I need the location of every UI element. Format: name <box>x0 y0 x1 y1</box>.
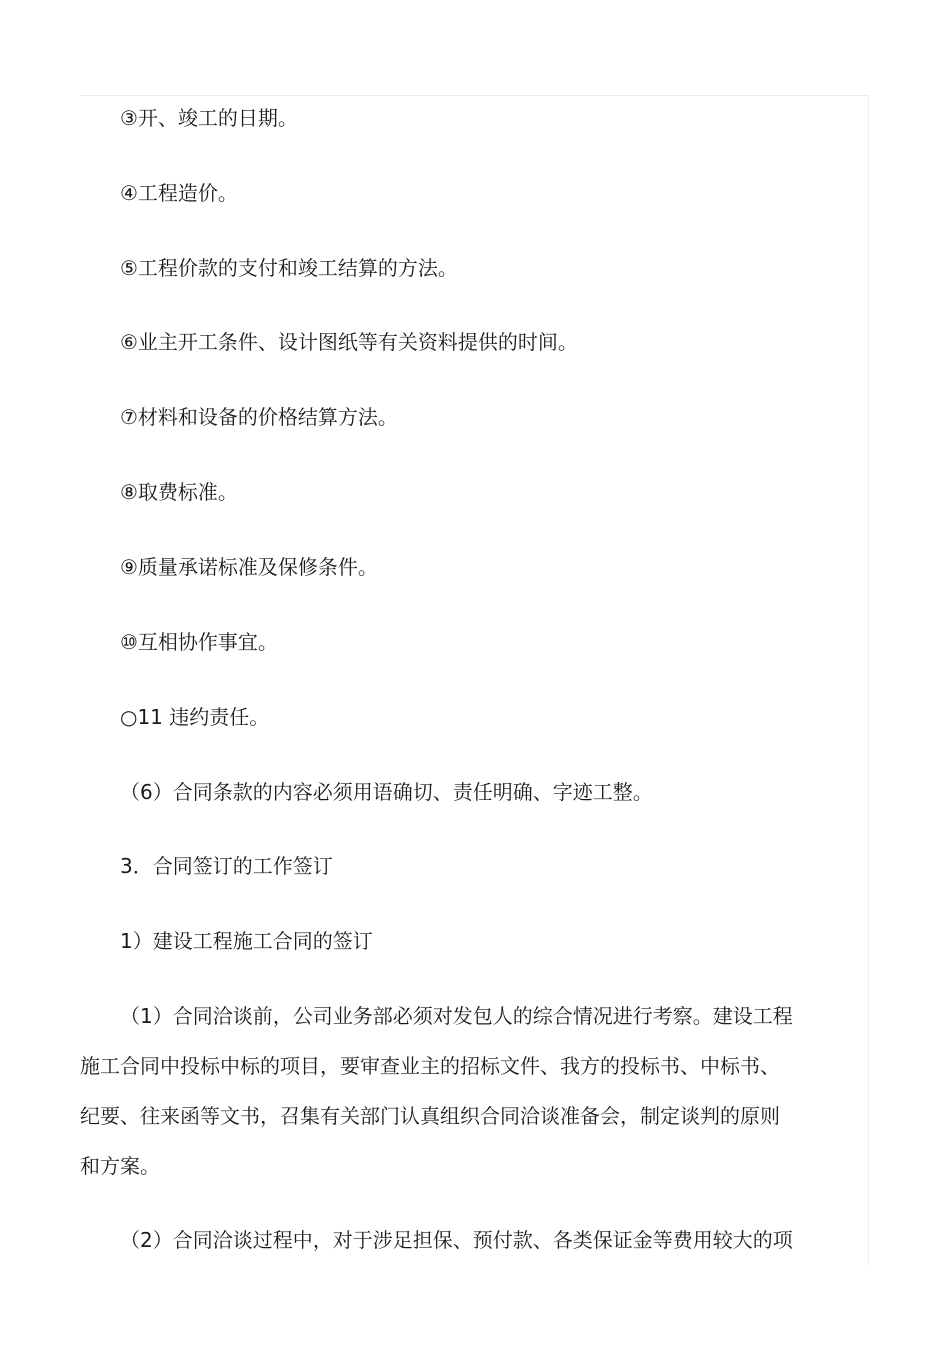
list-item-10: ⑩互相协作事宜。 <box>120 630 278 654</box>
list-item-8: ⑧取费标准。 <box>120 480 238 504</box>
section-heading-3: 3．合同签订的工作签订 <box>120 854 333 878</box>
list-item-3: ③开、竣工的日期。 <box>120 106 298 130</box>
list-item-9: ⑨质量承诺标准及保修条件。 <box>120 555 378 579</box>
clause-6: （6）合同条款的内容必须用语确切、责任明确、字迹工整。 <box>120 780 653 804</box>
paragraph-1-line-1: （1）合同洽谈前，公司业务部必须对发包人的综合情况进行考察。建设工程 <box>120 1004 793 1028</box>
list-item-6: ⑥业主开工条件、设计图纸等有关资料提供的时间。 <box>120 330 578 354</box>
list-item-5: ⑤工程价款的支付和竣工结算的方法。 <box>120 256 458 280</box>
subsection-heading-1: 1）建设工程施工合同的签订 <box>120 929 373 953</box>
list-item-7: ⑦材料和设备的价格结算方法。 <box>120 405 398 429</box>
paragraph-2-line-1: （2）合同洽谈过程中，对于涉足担保、预付款、各类保证金等费用较大的项 <box>120 1228 793 1252</box>
list-item-4: ④工程造价。 <box>120 181 238 205</box>
paragraph-1-line-3: 纪要、往来函等文书，召集有关部门认真组织合同洽谈准备会，制定谈判的原则 <box>80 1104 780 1128</box>
list-item-11: ○11 违约责任。 <box>120 705 270 729</box>
paragraph-1-line-4: 和方案。 <box>80 1154 160 1178</box>
paragraph-1-line-2: 施工合同中投标中标的项目，要审查业主的招标文件、我方的投标书、中标书、 <box>80 1054 780 1078</box>
